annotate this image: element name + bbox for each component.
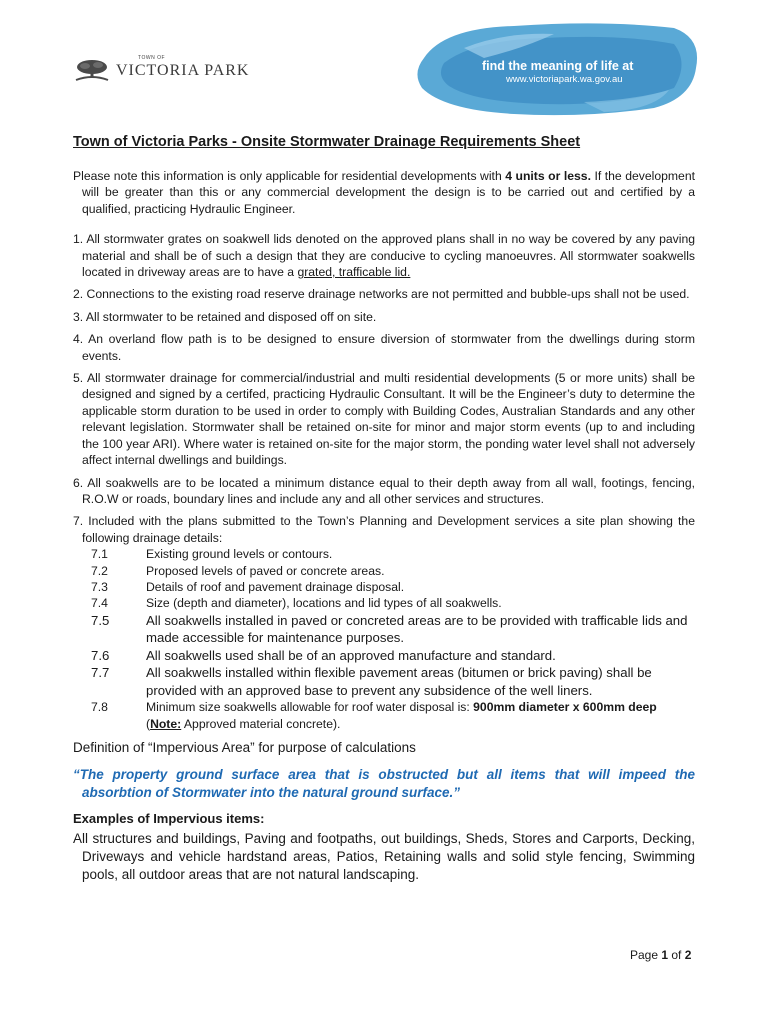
sub-item-7-6 (91, 647, 695, 665)
sub-number: 7.3 (91, 579, 108, 594)
sub-number: 7.4 (91, 596, 108, 611)
sub-item-7-2 (91, 563, 695, 579)
intro-paragraph (73, 168, 695, 217)
sub-item-7-7 (91, 664, 695, 699)
sub-text: Size (depth and diameter), locations and lid types of all soakwells. (146, 596, 502, 611)
list-item-6: 6. All soakwells are to be located a minimum distance equal to their depth away from all wall, footings, fencing, R.O.W or roads, boundary lines and include any and all other services and structures. (73, 475, 695, 506)
sub-text: Proposed levels of paved or concrete areas. (146, 563, 385, 578)
sub-number: 7.1 (91, 547, 108, 562)
sub-item-7-1 (91, 546, 695, 562)
banner-website: www.victoriapark.wa.gov.au (506, 74, 623, 85)
sub-number: 7.7 (91, 665, 110, 681)
sub-item-7-5 (91, 612, 695, 647)
logo-town-label: TOWN OF (138, 55, 166, 61)
sub-number: 7.6 (91, 647, 110, 663)
page-number (630, 948, 691, 962)
sub-number: 7.8 (91, 700, 108, 715)
list-item-3: 3. All stormwater to be retained and disposed off on site. (73, 309, 377, 324)
of-label: of (668, 948, 685, 962)
document-body (73, 168, 695, 884)
sub-text: Details of roof and pavement drainage disposal. (146, 579, 405, 594)
total-pages: 2 (684, 948, 692, 962)
sub-text (146, 699, 695, 732)
sub-number: 7.5 (91, 612, 110, 628)
paren-open: ( (146, 716, 151, 731)
page-label: Page (630, 948, 662, 962)
examples-heading: Examples of Impervious items: (73, 811, 265, 827)
list-item-5: 5. All stormwater drainage for commercial/industrial and multi residential developments (5 or more units) shall be designed and signed by a certifed, practicing Hydraulic Consultant. It will be the Engineer’s duty to determine the applicable storm duration to be used in order to comply with Building Codes, Australian Standards and any other relevant legislation. Stormwater shall be retained on-site for minor and major storm events (up to and including the 100 year ARI). Where water is retained on-site for the major storm, the ponding water level shall not adversely affect internal dwellings and buildings. (73, 371, 695, 468)
page-title: Town of Victoria Parks - Onsite Stormwater Drainage Requirements Sheet (73, 134, 581, 150)
page-header (0, 0, 768, 120)
sub-text: All soakwells installed in paved or concreted areas are to be provided with trafficable lids and made accessible for maintenance purposes. (146, 612, 688, 646)
intro-bold: 4 units or less. (505, 169, 591, 183)
intro-text-rest: If the development will be greater than this or any commercial development the design is to be carried out and certified by a qualified, practicing Hydraulic Engineer. (82, 169, 695, 216)
council-logo (72, 55, 250, 84)
list-item-4: 4. An overland flow path is to be designed to ensure diversion of stormwater from the dwellings during storm events. (73, 332, 695, 363)
tree-logo-icon (72, 58, 112, 84)
sub-text: All soakwells installed within flexible pavement areas (bitumen or brick paving) shall be provided with an approved base to prevent any subsidence of the well liners. (146, 665, 652, 698)
item-1-underlined: grated, trafficable lid. (297, 265, 411, 280)
sub-item-7-8 (91, 699, 695, 732)
intro-text: Please note this information is only applicable for residential developments with (73, 169, 506, 183)
list-item-1 (73, 231, 695, 280)
item-1-text: 1. All stormwater grates on soakwell lids denoted on the approved plans shall in no way be covered by any paving material and shall be of such a design that they are conducive to cycling manoeuvres. All stormwater soakwells located in driveway areas are to have a (73, 232, 695, 280)
definition-heading: Definition of “Impervious Area” for purpose of calculations (73, 740, 416, 756)
sub-8-text: Minimum size soakwells allowable for roof water disposal is: (146, 700, 474, 715)
soakwell-size: 900mm diameter x 600mm deep (473, 700, 657, 715)
note-label: Note: (150, 716, 182, 731)
sub-item-7-4 (91, 595, 695, 611)
current-page: 1 (661, 948, 669, 962)
banner-slogan: find the meaning of life at (482, 59, 634, 73)
logo-name: VICTORIA PARK (116, 62, 250, 79)
impervious-definition-quote: “The property ground surface area that is obstructed but all items that will impeed the absorbtion of Stormwater into the natural ground surface.” (73, 767, 695, 800)
sub-item-7-3 (91, 579, 695, 595)
list-item-2: 2. Connections to the existing road reserve drainage networks are not permitted and bubble-ups shall not be used. (73, 287, 690, 302)
list-item-7: 7. Included with the plans submitted to the Town’s Planning and Development services a site plan showing the following drainage details: (73, 514, 695, 545)
sub-number: 7.2 (91, 563, 108, 578)
sub-text: All soakwells used shall be of an approved manufacture and standard. (146, 647, 556, 663)
sub-text: Existing ground levels or contours. (146, 547, 333, 562)
note-text: Approved material concrete). (181, 716, 341, 731)
examples-body: All structures and buildings, Paving and footpaths, out buildings, Sheds, Stores and Carports, Decking, Driveways and vehicle hardstand areas, Patios, Retaining walls and solid style fencing, Swimming pools, all outdoor areas that are not natural landscaping. (73, 830, 695, 882)
